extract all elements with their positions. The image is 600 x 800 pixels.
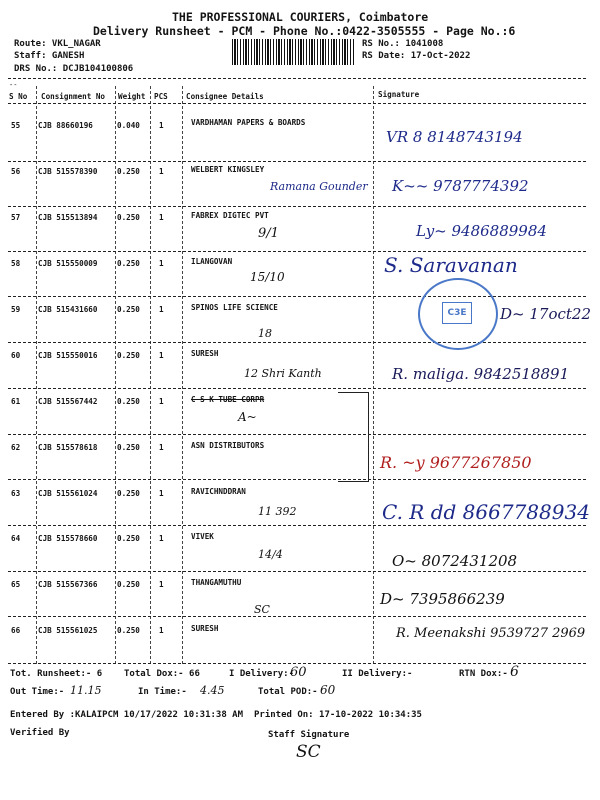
col-divider <box>182 86 183 664</box>
entered-by: Entered By :KALAIPCM 10/17/2022 10:31:38 AM <box>10 710 243 720</box>
row-consignee: FABREX DIGTEC PVT <box>191 211 269 220</box>
rtn-dox-label: RTN Dox:- <box>459 669 508 679</box>
row-pcs: 1 <box>159 305 164 314</box>
row-pcs: 1 <box>159 443 164 452</box>
total-pod-label: Total POD:- <box>258 687 318 697</box>
verified-by: Verified By <box>10 728 70 738</box>
signature-64: O~ 8072431208 <box>392 552 518 570</box>
receiver-mark-61: A~ <box>238 410 257 424</box>
col-divider <box>373 86 374 664</box>
dash-marks: -- <box>9 81 18 89</box>
row-consignee: THANGAMUTHU <box>191 578 242 587</box>
row-consignment-no: CJB 515431660 <box>38 305 98 314</box>
row-sno: 60 <box>11 351 21 360</box>
row-consignment-no: CJB 515550009 <box>38 259 98 268</box>
row-weight: 0.250 <box>117 397 140 406</box>
row-divider <box>8 525 586 526</box>
row-divider <box>8 161 586 162</box>
out-time-value: 11.15 <box>70 684 102 697</box>
runsheet-title: Delivery Runsheet - PCM - Phone No.:0422-3505555 - Page No.:6 <box>93 24 516 38</box>
row-divider <box>8 342 586 343</box>
rtn-dox-value: 6 <box>510 664 519 680</box>
row-sno: 65 <box>11 580 21 589</box>
receiver-name-56: Ramana Gounder <box>270 180 368 193</box>
col-pcs: PCS <box>154 92 168 101</box>
i-delivery-label: I Delivery:- <box>229 669 295 679</box>
staff-signature-label: Staff Signature <box>268 730 350 740</box>
row-pcs: 1 <box>159 259 164 268</box>
in-time-value: 4.45 <box>200 684 225 697</box>
row-weight: 0.250 <box>117 213 140 222</box>
col-signature: Signature <box>378 90 420 99</box>
row-divider <box>8 388 586 389</box>
receiver-mark-65: SC <box>254 603 270 616</box>
signature-63: C. R dd 8667788934 <box>382 500 590 524</box>
table-bottom-divider <box>8 663 586 664</box>
row-consignee: SURESH <box>191 349 219 358</box>
out-time-label: Out Time:- <box>10 687 65 697</box>
row-pcs: 1 <box>159 351 164 360</box>
signature-57: Ly~ 9486889984 <box>416 222 547 240</box>
row-consignee: ILANGOVAN <box>191 257 233 266</box>
row-weight: 0.250 <box>117 305 140 314</box>
row-pcs: 1 <box>159 626 164 635</box>
row-divider <box>8 296 586 297</box>
stamp-text: C3E <box>442 302 472 324</box>
signature-59: D~ 17oct22 <box>500 305 591 323</box>
receiver-mark-57: 9/1 <box>258 226 279 241</box>
row-weight: 0.250 <box>117 489 140 498</box>
row-consignee: ASN DISTRIBUTORS <box>191 441 265 450</box>
row-pcs: 1 <box>159 534 164 543</box>
row-pcs: 1 <box>159 489 164 498</box>
row-pcs: 1 <box>159 167 164 176</box>
bracket-mark <box>338 392 369 482</box>
row-weight: 0.250 <box>117 351 140 360</box>
row-sno: 55 <box>11 121 21 130</box>
table-header-divider <box>8 103 586 104</box>
row-weight: 0.250 <box>117 626 140 635</box>
company-title: THE PROFESSIONAL COURIERS, Coimbatore <box>172 10 429 24</box>
row-pcs: 1 <box>159 580 164 589</box>
drs-number: DRS No.: DCJB104100806 <box>14 64 134 74</box>
row-divider <box>8 571 586 572</box>
route-label: Route: VKL_NAGAR <box>14 39 101 49</box>
row-consignee: WELBERT KINGSLEY <box>191 165 265 174</box>
i-delivery-value: 60 <box>290 665 307 680</box>
in-time-label: In Time:- <box>138 687 187 697</box>
row-pcs: 1 <box>159 213 164 222</box>
row-divider <box>8 251 586 252</box>
row-weight: 0.040 <box>117 121 140 130</box>
row-pcs: 1 <box>159 121 164 130</box>
receiver-name-60: 12 Shri Kanth <box>244 367 322 380</box>
row-weight: 0.250 <box>117 167 140 176</box>
signature-58: S. Saravanan <box>384 253 518 277</box>
rs-number: RS No.: 1041008 <box>362 39 444 49</box>
row-sno: 66 <box>11 626 21 635</box>
row-divider <box>8 616 586 617</box>
row-consignment-no: CJB 515578660 <box>38 534 98 543</box>
staff-signature-value: SC <box>296 742 321 762</box>
row-consignee: C S K TUBE CORPR <box>191 395 265 404</box>
receiver-mark-59: 18 <box>258 327 272 340</box>
row-sno: 63 <box>11 489 21 498</box>
signature-55: VR 8 8148743194 <box>386 128 523 146</box>
header-divider <box>8 78 586 79</box>
row-consignment-no: CJB 515513894 <box>38 213 98 222</box>
row-weight: 0.250 <box>117 443 140 452</box>
signature-66: R. Meenakshi 9539727 2969 <box>396 626 586 641</box>
receiver-mark-58: 15/10 <box>250 270 285 284</box>
row-sno: 57 <box>11 213 21 222</box>
row-pcs: 1 <box>159 397 164 406</box>
row-consignment-no: CJB 515550016 <box>38 351 98 360</box>
total-pod-value: 60 <box>320 683 336 697</box>
printed-on: Printed On: 17-10-2022 10:34:35 <box>254 710 422 720</box>
ii-delivery-label: II Delivery:- <box>342 669 413 679</box>
row-consignee: SPINOS LIFE SCIENCE <box>191 303 278 312</box>
row-sno: 61 <box>11 397 21 406</box>
row-consignment-no: CJB 515561025 <box>38 626 98 635</box>
company-stamp <box>418 278 498 350</box>
col-divider <box>115 86 116 664</box>
row-divider <box>8 434 586 435</box>
barcode <box>232 39 354 65</box>
row-consignee: VARDHAMAN PAPERS & BOARDS <box>191 118 306 127</box>
col-weight: Weight <box>118 92 146 101</box>
row-consignment-no: CJB 515578390 <box>38 167 98 176</box>
total-dox: Total Dox:- 66 <box>124 669 200 679</box>
row-divider <box>8 206 586 207</box>
receiver-mark-63: 11 392 <box>258 505 297 518</box>
row-sno: 62 <box>11 443 21 452</box>
row-weight: 0.250 <box>117 580 140 589</box>
col-consignee: Consignee Details <box>186 92 264 101</box>
row-sno: 56 <box>11 167 21 176</box>
row-consignee: VIVEK <box>191 532 214 541</box>
signature-65: D~ 7395866239 <box>380 590 505 608</box>
signature-60: R. maliga. 9842518891 <box>392 365 570 383</box>
col-divider <box>36 86 37 664</box>
col-sno: S No <box>9 92 28 101</box>
row-consignment-no: CJB 515561024 <box>38 489 98 498</box>
row-consignee: RAVICHNDDRAN <box>191 487 246 496</box>
total-runsheet: Tot. Runsheet:- 6 <box>10 669 103 679</box>
row-consignment-no: CJB 515567366 <box>38 580 98 589</box>
receiver-mark-64: 14/4 <box>258 548 283 561</box>
signature-62: R. ~y 9677267850 <box>380 453 532 472</box>
row-consignment-no: CJB 515578618 <box>38 443 98 452</box>
col-consignment: Consignment No <box>41 92 106 101</box>
row-sno: 59 <box>11 305 21 314</box>
row-consignment-no: CJB 88660196 <box>38 121 93 130</box>
row-weight: 0.250 <box>117 259 140 268</box>
row-weight: 0.250 <box>117 534 140 543</box>
row-consignment-no: CJB 515567442 <box>38 397 98 406</box>
signature-56: K~~ 9787774392 <box>392 177 529 195</box>
staff-label: Staff: GANESH <box>14 51 85 61</box>
row-divider <box>8 479 586 480</box>
row-sno: 58 <box>11 259 21 268</box>
rs-date: RS Date: 17-Oct-2022 <box>362 51 471 61</box>
col-divider <box>150 86 151 664</box>
row-consignee: SURESH <box>191 624 219 633</box>
row-sno: 64 <box>11 534 21 543</box>
